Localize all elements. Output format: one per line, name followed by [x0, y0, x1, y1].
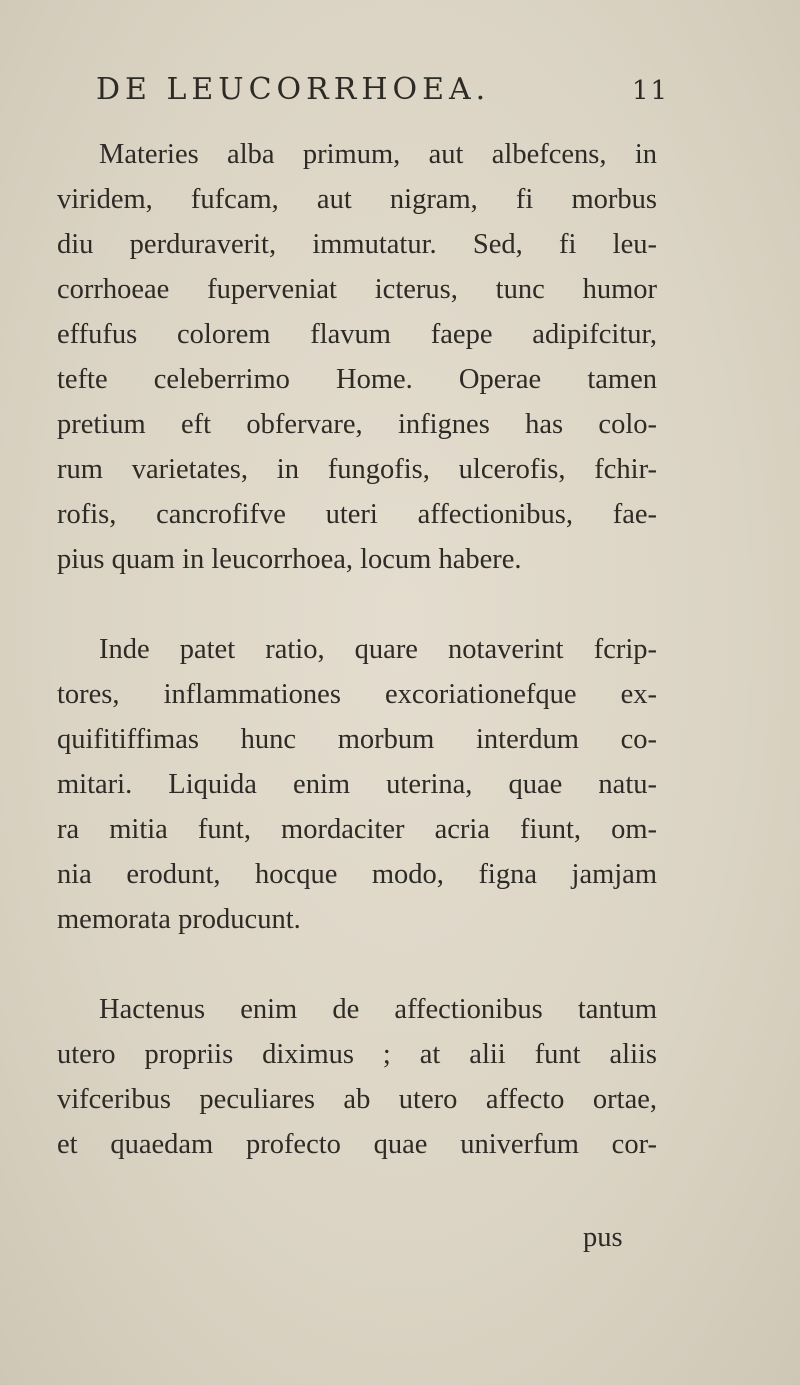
text-line: ra mitia funt, mordaciter acria fiunt, om-: [57, 814, 657, 845]
text-line: effufus colorem flavum faepe adipifcitur,: [57, 319, 657, 350]
text-line: Hactenus enim de affectionibus tantum: [99, 994, 657, 1025]
text-line: viridem, fufcam, aut nigram, fi morbus: [57, 184, 657, 215]
text-line: pretium eft obfervare, infignes has colo-: [57, 409, 657, 440]
paragraph-1: [57, 132, 657, 582]
paragraph-3: [57, 987, 657, 1167]
catchword: pus: [583, 1222, 623, 1253]
text-line: utero propriis diximus ; at alii funt aliis: [57, 1039, 657, 1070]
text-line: rum varietates, in fungofis, ulcerofis, fchir-: [57, 454, 657, 485]
text-line: rofis, cancrofifve uteri affectionibus, fae-: [57, 499, 657, 530]
text-line: Materies alba primum, aut albefcens, in: [99, 139, 657, 170]
text-line: nia erodunt, hocque modo, figna jamjam: [57, 859, 657, 890]
text-line: mitari. Liquida enim uterina, quae natu-: [57, 769, 657, 800]
text-line: tores, inflammationes excoriationefque ex-: [57, 679, 657, 710]
text-line: pius quam in leucorrhoea, locum habere.: [57, 544, 522, 575]
text-line: quifitiffimas hunc morbum interdum co-: [57, 724, 657, 755]
running-title: DE LEUCORRHOEA.: [96, 72, 491, 107]
page-number: 11: [632, 76, 670, 106]
paragraph-gap: [57, 582, 657, 627]
text-line: corrhoeae fuperveniat icterus, tunc humor: [57, 274, 657, 305]
text-line: tefte celeberrimo Home. Operae tamen: [57, 364, 657, 395]
paragraph-2: [57, 627, 657, 942]
text-line: memorata producunt.: [57, 904, 301, 935]
body-text: [57, 132, 657, 1167]
running-header: [96, 72, 670, 122]
text-line: et quaedam profecto quae univerfum cor-: [57, 1129, 657, 1160]
paragraph-gap: [57, 942, 657, 987]
text-line: vifceribus peculiares ab utero affecto ortae,: [57, 1084, 657, 1115]
text-line: diu perduraverit, immutatur. Sed, fi leu-: [57, 229, 657, 260]
text-line: Inde patet ratio, quare notaverint fcrip-: [99, 634, 657, 665]
